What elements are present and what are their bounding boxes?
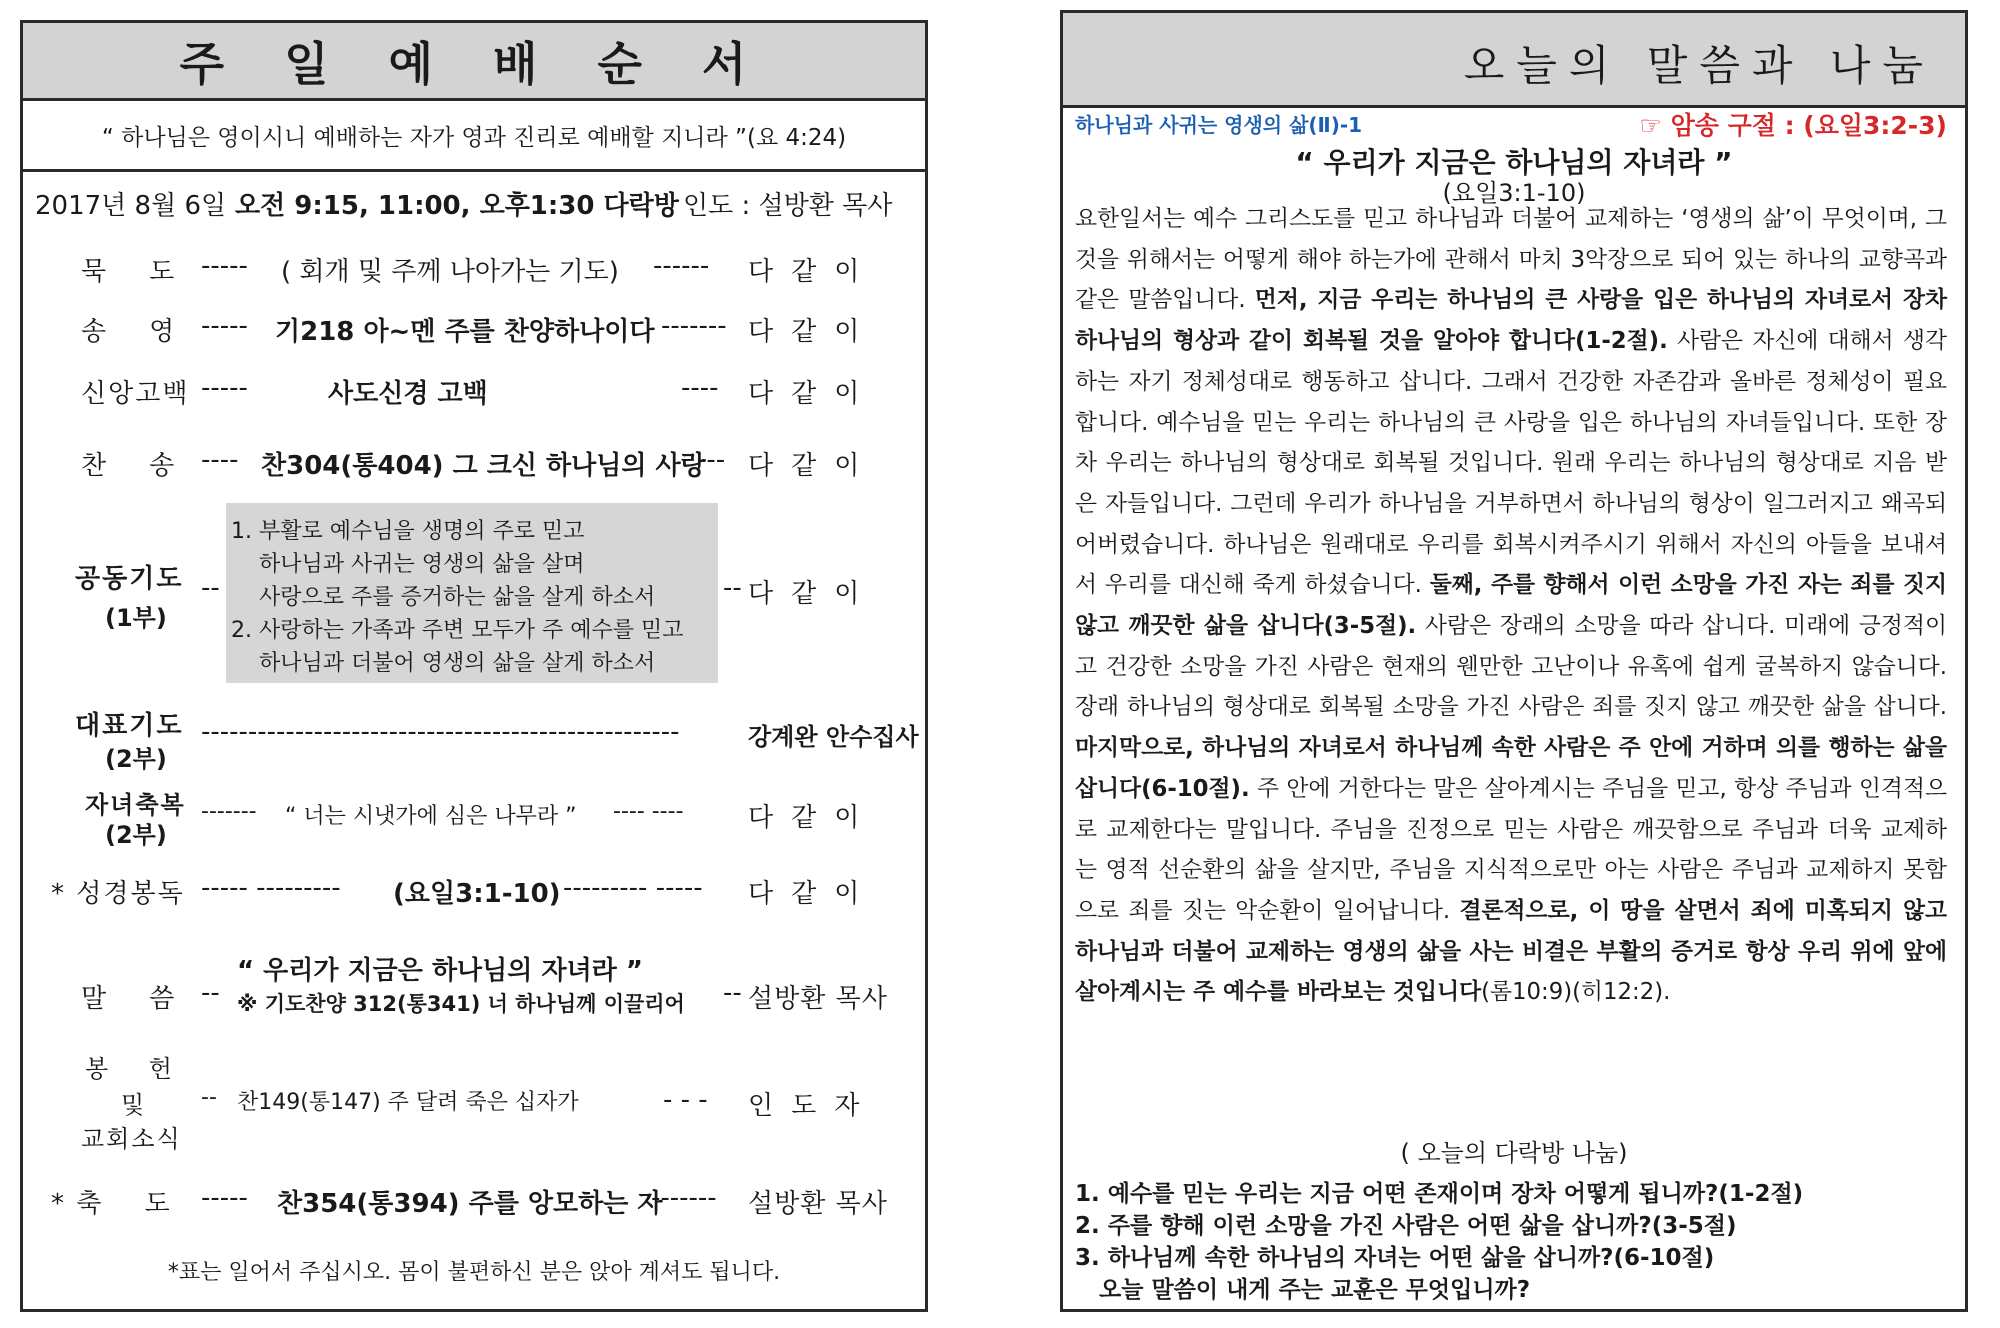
- dash: --: [201, 978, 220, 1008]
- prayer-line: 1. 부활로 예수님을 생명의 주로 믿고: [231, 519, 585, 544]
- sharing-question: 2. 주를 향해 이런 소망을 가진 사람은 어떤 삶을 삽니까?(3-5절): [1075, 1213, 1737, 1239]
- service-leader: 인도 : 설방환 목사: [683, 191, 893, 221]
- dash: ----- ---------: [201, 873, 341, 903]
- item-text: (요일3:1-10): [393, 879, 561, 909]
- worship-order-panel: [20, 20, 928, 1312]
- sharing-title: ( 오늘의 다락방 나눔): [1400, 1139, 1628, 1167]
- sermon-point: 먼저, 지금 우리는 하나님의 큰 사랑을 입은 하나님의 자녀로서 장차 하나님의 형상과 같이 회복될 것을 알아야 합니다(1-2절).: [1075, 287, 1947, 355]
- sermon-prayer-hymn: ※ 기도찬양 312(통341) 너 하나님께 이끌리어: [237, 992, 685, 1016]
- dash: ---: [697, 445, 726, 475]
- dash: ------: [653, 251, 710, 281]
- sermon-title: “ 우리가 지금은 하나님의 자녀라 ”: [237, 956, 643, 986]
- item-label: 교회소식: [81, 1125, 182, 1153]
- dash: -----: [201, 1183, 248, 1213]
- dash: ---- ----: [613, 799, 684, 824]
- item-text: 사도신경 고백: [328, 379, 488, 409]
- item-label: 자녀축복: [85, 791, 186, 819]
- memory-verse: ☞ 암송 구절 : (요일3:2-3): [1639, 111, 1947, 140]
- dash: -------: [651, 1183, 717, 1213]
- item-text: 찬149(통147) 주 달려 죽은 십자가: [237, 1090, 579, 1115]
- dash: -------: [661, 311, 727, 341]
- sermon-paragraph: 요한일서는 예수 그리스도를 믿고 하나님과 더불어 교제하는 ‘영생의 삶’이 무엇이며, 그것을 위해서는 어떻게 해야 하는가에 관해서 마치 3악장으로 되어 있는 하나의 교향곡과 같은 말씀입니다.: [1075, 206, 1947, 314]
- dash: --: [723, 573, 742, 603]
- common-prayer-box: [226, 503, 718, 683]
- sermon-panel: [1060, 10, 1968, 1312]
- item-text: 찬304(통404) 그 크신 하나님의 사랑: [261, 451, 706, 481]
- item-label: 신앙고백: [81, 379, 190, 409]
- item-label: 대표기도: [75, 711, 184, 741]
- sermon-paragraph: (롬10:9)(히12:2).: [1481, 979, 1671, 1006]
- dash: -----: [201, 311, 248, 341]
- item-label: 및: [121, 1091, 147, 1119]
- order-verse: “ 하나님은 영이시니 예배하는 자가 영과 진리로 예배할 지니라 ”(요 4:24): [23, 101, 925, 172]
- dash: ---------------------------------------------------: [201, 717, 680, 747]
- item-label: 찬 송: [81, 451, 177, 481]
- dash: - - -: [663, 1085, 708, 1115]
- item-label: 공동기도: [75, 564, 184, 594]
- sermon-point: 둘째, 주를 향해서 이런 소망을 가진 자는 죄를 짓지 않고 깨끗한 삶을 삽니다(3-5절).: [1075, 572, 1947, 640]
- service-times: 오전 9:15, 11:00, 오후1:30 다락방: [235, 191, 679, 221]
- dash: --------- -----: [563, 873, 703, 903]
- prayer-line: 하나님과 사귀는 영생의 삶을 살며: [259, 552, 585, 577]
- item-label: 송 영: [81, 317, 177, 347]
- order-header: [23, 23, 925, 101]
- item-text: “ 너는 시냇가에 심은 나무라 ”: [285, 804, 577, 829]
- sermon-title: “ 우리가 지금은 하나님의 자녀라 ”: [1295, 146, 1733, 179]
- item-who: 다같이: [748, 879, 878, 909]
- dash: -----: [201, 251, 248, 281]
- sermon-point: 마지막으로, 하나님의 자녀로서 하나님께 속한 사람은 주 안에 거하며 의를 행하는 삶을 삽니다(6-10절).: [1075, 735, 1947, 802]
- item-who: 다같이: [748, 317, 878, 347]
- item-who: 다같이: [748, 803, 878, 833]
- sharing-question: 1. 예수를 믿는 우리는 지금 어떤 존재이며 장차 어떻게 됩니까?(1-2절): [1075, 1181, 1804, 1207]
- item-who: 다같이: [748, 379, 878, 409]
- item-label: 묵 도: [81, 257, 177, 287]
- dash: --: [723, 978, 742, 1008]
- dash: -----: [201, 373, 248, 403]
- item-label: * 성경봉독: [51, 879, 185, 909]
- item-who: 다같이: [748, 579, 878, 609]
- item-text: ( 회개 및 주께 나아가는 기도): [281, 257, 619, 287]
- item-who: 다같이: [748, 257, 878, 287]
- sermon-header: [1063, 13, 1965, 108]
- item-who: 설방환 목사: [748, 984, 888, 1014]
- item-who: 다같이: [748, 451, 878, 481]
- sermon-header-title: 오늘의 말씀과 나눔: [1463, 41, 1935, 90]
- dash: --: [201, 573, 220, 603]
- prayer-line: 사랑으로 주를 증거하는 삶을 살게 하소서: [259, 585, 656, 610]
- item-label: 봉 헌: [85, 1055, 174, 1083]
- item-who: 강계완 안수집사: [748, 723, 919, 751]
- item-who: 인도자: [748, 1091, 878, 1121]
- dash: ----: [201, 445, 239, 475]
- item-label: * 축 도: [51, 1189, 172, 1219]
- dash: ----: [681, 373, 719, 403]
- item-who: 설방환 목사: [748, 1189, 888, 1219]
- prayer-line: 하나님과 더불어 영생의 삶을 살게 하소서: [259, 651, 656, 676]
- sermon-series: 하나님과 사귀는 영생의 삶(Ⅱ)-1: [1075, 113, 1363, 137]
- sermon-paragraph: 사람은 장래의 소망을 따라 삽니다. 미래에 긍정적이고 건강한 소망을 가진 사람은 현재의 웬만한 고난이나 유혹에 쉽게 굴복하지 않습니다. 장래 하나님의 형상대로 회복될 소망을 가진 사람은 죄를 짓지 않고 깨끗한 삶을 삽니다.: [1075, 613, 1947, 721]
- item-text: 기218 아~멘 주를 찬양하나이다: [275, 317, 655, 347]
- sermon-ref: (요일3:1-10): [1442, 179, 1586, 207]
- child-blessing-part: (2부): [105, 821, 167, 849]
- sermon-point: 결론적으로, 이 땅을 살면서 죄에 미혹되지 않고 하나님과 더불어 교제하는 영생의 삶을 사는 비결은 부활의 증거로 항상 우리 위에 앞에 살아계시는 주 예수를 바라보는 것입니다: [1075, 897, 1947, 1006]
- order-title: 주 일 예 배 순 서: [179, 36, 769, 91]
- item-label: 말 씀: [81, 984, 177, 1014]
- dash: -------: [201, 799, 257, 824]
- sermon-body: [1075, 199, 1947, 1013]
- sharing-question: 3. 하나님께 속한 하나님의 자녀는 어떤 삶을 삽니까?(6-10절): [1075, 1245, 1715, 1271]
- sharing-question: 오늘 말씀이 내게 주는 교훈은 무엇입니까?: [1075, 1277, 1531, 1303]
- order-footnote: *표는 일어서 주십시오. 몸이 불편하신 분은 앉아 계셔도 됩니다.: [167, 1260, 781, 1285]
- item-text: 찬354(통394) 주를 앙모하는 자: [277, 1189, 663, 1219]
- prayer-line: 2. 사랑하는 가족과 주변 모두가 주 예수를 믿고: [231, 618, 684, 643]
- service-date: 2017년 8월 6일: [35, 191, 227, 221]
- sermon-paragraph: 사람은 자신에 대해서 생각하는 자기 정체성대로 행동하고 삽니다. 그래서 건강한 자존감과 올바른 정체성이 필요합니다. 예수님을 믿는 우리는 하나님의 큰 사랑을 입은 하나님의 자녀들입니다. 또한 장차 우리는 하나님의 형상대로 회복될 것입니다. 원래 우리는 하나님의 형상대로 지음 받은 자들입니다. 그런데 우리가 하나님을 거부하면서 하나님의 형상이 일그러지고 왜곡되어버렸습니다. 하나님은 원래대로 우리를 회복시켜주시기 위해서 자신의 아들을 보내셔서 우리를 대신해 죽게 하셨습니다.: [1075, 328, 1947, 599]
- sermon-paragraph: 주 안에 거한다는 말은 살아계시는 주님을 믿고, 항상 주님과 인격적으로 교제한다는 말입니다. 주님을 진정으로 믿는 사람은 깨끗함으로 주님과 더욱 교제하는 영적 선순환의 삶을 살지만, 주님을 지식적으로만 아는 사람은 주님과 교제하지 못함으로 죄를 짓는 악순환이 일어납니다.: [1075, 775, 1947, 924]
- common-prayer-part: (1부): [105, 604, 167, 632]
- dash: --: [201, 1085, 217, 1110]
- rep-prayer-part: (2부): [105, 745, 167, 773]
